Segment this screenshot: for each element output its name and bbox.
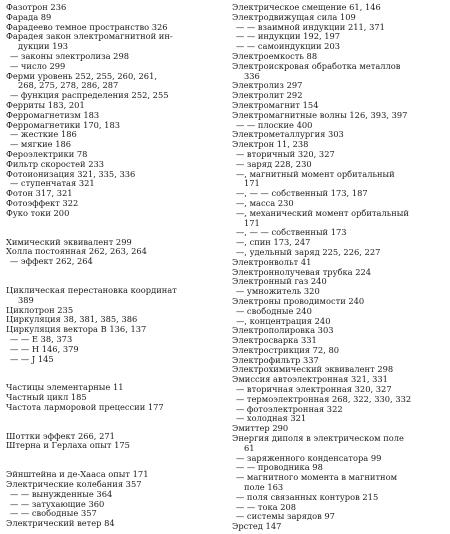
index-entry: Циклическая перестановка координат [6,284,177,295]
index-entry: Электромагнит 154 [232,99,319,110]
index-entry: Электрические колебания 357 [6,479,142,490]
index-entry: Фотоэффект 322 [6,197,79,208]
index-subentry: — фотоэлектронная 322 [236,403,343,414]
index-subentry: — вторичный 320, 327 [236,148,335,159]
index-entry: Фотоионизация 321, 335, 336 [6,168,136,179]
index-entry: Электрическое смещение 61, 146 [232,2,381,12]
index-entry: Штерна и Герлаха опыт 175 [6,440,130,451]
index-subentry: —, — — собственный 173 [236,227,347,238]
index-entry: Эмиттер 290 [232,423,289,434]
index-subentry: — заряд 228, 230 [236,158,312,169]
index-subentry: —, — — собственный 173, 187 [236,188,368,199]
index-subentry: — вторичная электронная 320, 327 [236,384,392,395]
index-entry: Электромагнитные волны 126, 393, 397 [232,109,408,120]
index-entry: Фотон 317, 321 [6,188,73,199]
index-subentry: —, масса 230 [236,197,294,208]
index-entry: Шоттки эффект 266, 271 [6,430,115,441]
index-subentry: — — вынужденные 364 [10,488,113,499]
section-gap [6,364,228,383]
index-subentry: — — тока 208 [236,501,297,512]
index-subentry: — свободные 240 [236,305,312,316]
index-subentry: — функция распределения 252, 255 [10,90,169,101]
index-subentry: — — свободные 357 [10,508,97,519]
index-subentry: —, спин 173, 247 [236,237,311,248]
index-entry-continuation: 61 [244,442,255,453]
index-entry: Частицы элементарные 11 [6,382,124,393]
index-subentry: — — индукции 192, 197 [236,31,341,42]
index-subentry: — умножитель 320 [236,286,320,297]
index-subentry: — — затухающие 360 [10,498,105,509]
index-entry: Фуко токи 200 [6,207,70,218]
index-entry: Фазотрон 236 [6,2,67,12]
index-entry: Циркуляция 38, 381, 385, 386 [6,314,138,325]
index-entry: Электронный газ 240 [232,276,327,287]
index-entry: Циркуляция вектора В 136, 137 [6,324,147,335]
index-entry: Электроннолучевая трубка 224 [232,266,372,277]
index-entry: Ферромагнетизм 183 [6,109,100,120]
index-entry: Эйнштейна и де-Хааса опыт 171 [6,469,149,480]
index-subentry: — заряженного конденсатора 99 [236,452,382,463]
index-entry: Энергия диполя в электрическом поле [232,433,404,444]
index-subentry: — мягкие 186 [10,139,72,150]
index-column-right [232,3,448,532]
index-entry: Электросварка 331 [232,335,317,346]
index-entry: Электрометаллургия 303 [232,129,344,140]
index-subentry: —, механический момент орбитальный [236,207,409,218]
index-subentry: — — J 145 [10,353,54,364]
index-subentry: — ступенчатая 321 [10,178,95,189]
index-subentry: — поля связанных контуров 215 [236,491,379,502]
index-entry: Фероэлектрики 78 [6,148,88,159]
index-entry-continuation: 171 [244,178,260,189]
index-entry: Электроискровая обработка металлов [232,60,401,71]
index-subentry: — — взаимной индукции 211, 371 [236,21,385,32]
index-entry-continuation: 336 [244,70,260,81]
index-entry: Электрон 11, 238 [232,139,309,150]
index-subentry: — жесткие 186 [10,129,77,140]
index-entry: Фарадеево темное пространство 326 [6,21,168,32]
index-entry: Электрополировка 303 [232,325,334,336]
index-entry-continuation: дукции 193 [18,41,69,52]
index-entry: Электролиз 297 [232,80,303,91]
index-subentry: —, концентрация 240 [236,315,331,326]
index-subentry: — число 299 [10,60,66,71]
index-entry: Частота ларморовой прецессии 177 [6,401,164,412]
index-entry-continuation: 171 [244,217,260,228]
index-entry: Ферми уровень 252, 255, 260, 261, [6,70,157,81]
index-subentry: — термоэлектронная 268, 322, 330, 332 [236,393,412,404]
index-subentry: — холодная 321 [236,413,307,424]
section-gap [6,219,228,238]
index-column-left [6,3,228,529]
index-entry: Электроны проводимости 240 [232,295,365,306]
index-subentry: — эффект 262, 264 [10,256,93,267]
index-entry: Электрический ветер 84 [6,518,115,529]
index-entry: Фарада 89 [6,11,52,22]
index-entry: Эмиссия автоэлектронная 321, 331 [232,374,388,385]
index-entry: Циклотрон 235 [6,304,74,315]
index-subentry: — магнитного момента в магнитном [236,472,398,483]
index-entry: Электронвольт 41 [232,256,312,267]
index-entry-continuation: 389 [18,294,34,305]
section-gap [6,267,228,286]
index-entry: Частный цикл 185 [6,392,87,403]
index-entry-continuation: 268, 275, 278, 286, 287 [18,80,119,91]
index-entry: Ферриты 183, 201 [6,99,85,110]
index-subentry: — — плоские 400 [236,119,313,130]
index-entry: Электролит 292 [232,90,303,101]
index-subentry: — системы зарядов 97 [236,511,335,522]
index-entry: Электрофильтр 337 [232,354,319,365]
index-entry: Холла постоянная 262, 263, 264 [6,246,147,257]
index-subentry: — законы электролиза 298 [10,50,130,61]
index-subentry: — — проводника 98 [236,462,323,473]
index-entry: Электроемкость 88 [232,50,318,61]
index-entry: Электрохимический эквивалент 298 [232,364,394,375]
index-entry-continuation: поле 163 [244,482,284,493]
index-subentry: —, магнитный момент орбитальный [236,168,395,179]
index-entry: Электродвижущая сила 109 [232,11,356,22]
index-entry: Фильтр скоростей 233 [6,158,105,169]
section-gap [6,413,228,432]
index-subentry: — — E 38, 373 [10,333,73,344]
index-subentry: — — самоиндукции 203 [236,41,341,52]
index-entry: Электрострикция 72, 80 [232,344,340,355]
index-subentry: — — H 146, 379 [10,343,79,354]
index-entry: Эрстед 147 [232,521,282,532]
index-entry: Ферромагнетики 170, 183 [6,119,121,130]
section-gap [6,451,228,470]
index-entry: Фарадея закон электромагнитной ин- [6,31,173,42]
index-subentry: —, удельный заряд 225, 226, 227 [236,246,381,257]
index-entry: Химический эквивалент 299 [6,236,132,247]
